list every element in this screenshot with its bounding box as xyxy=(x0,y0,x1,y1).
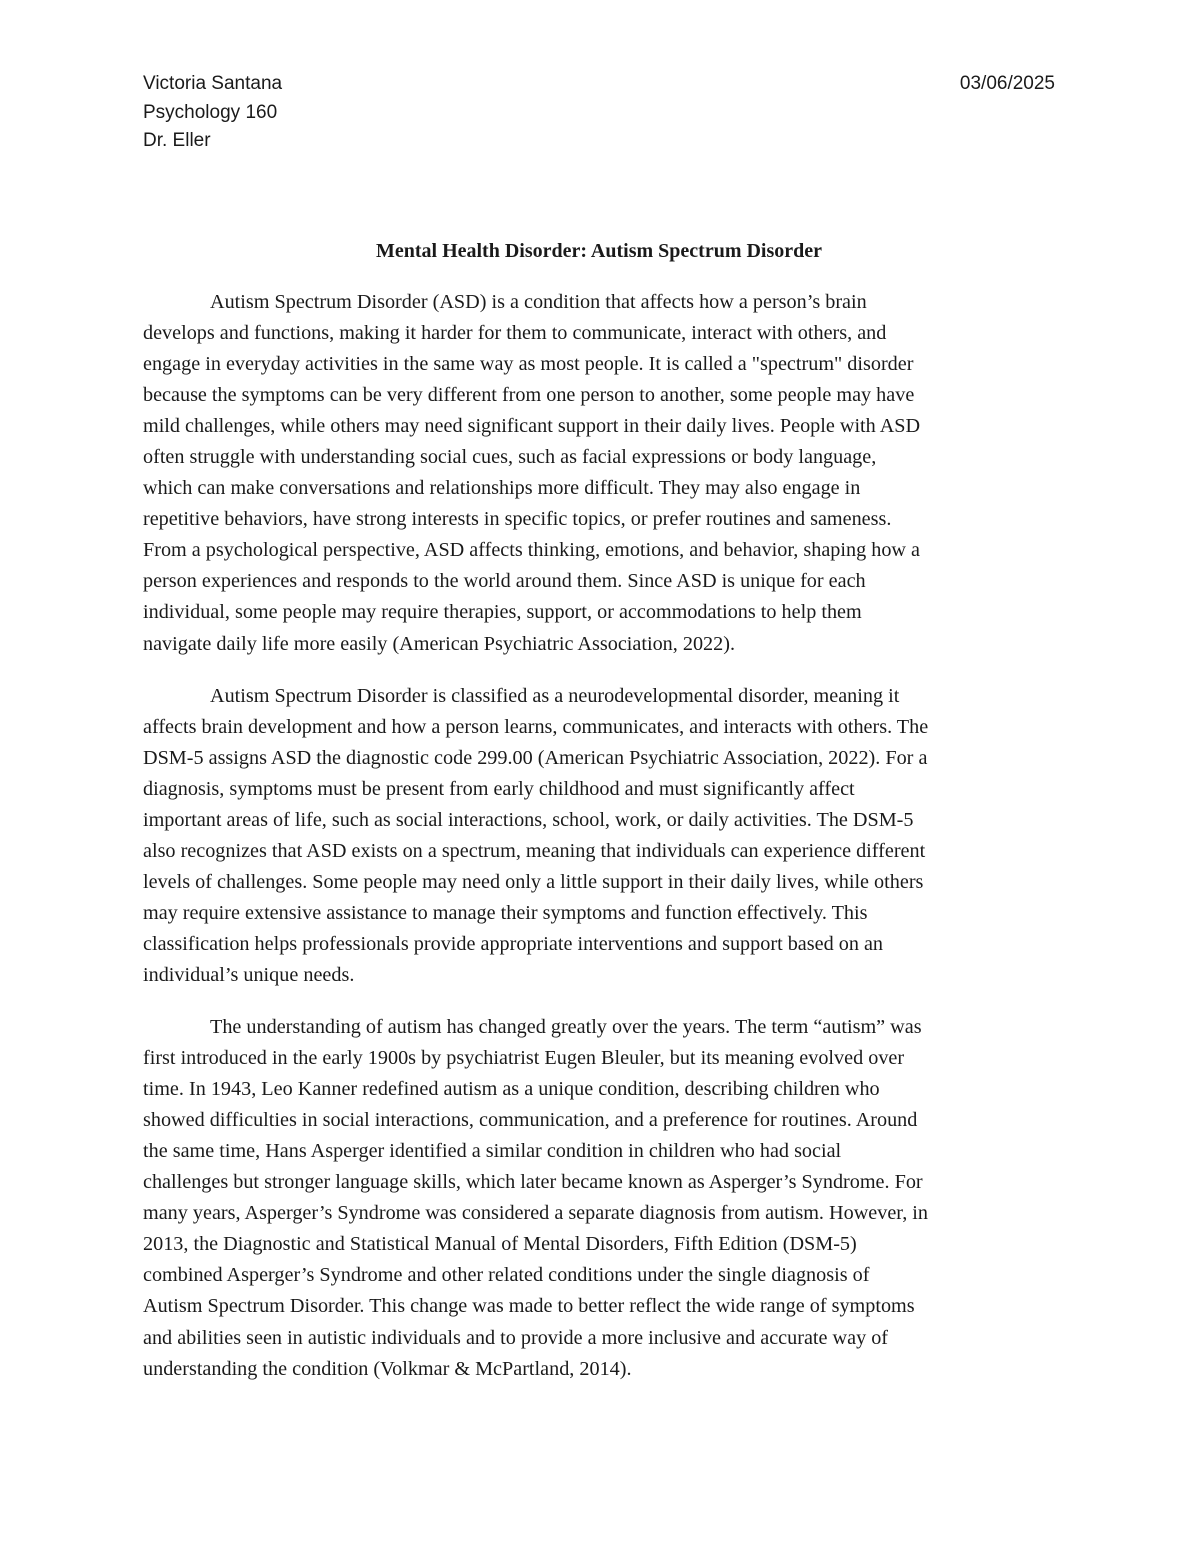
paragraph-2 xyxy=(143,681,1063,991)
paragraph-line: combined Asperger’s Syndrome and other related conditions under the single diagnosis of xyxy=(143,1264,870,1287)
paragraph-line: which can make conversations and relationships more difficult. They may also engage in xyxy=(143,477,861,500)
paragraph-line: levels of challenges. Some people may need only a little support in their daily lives, while others xyxy=(143,870,924,893)
paragraph-line: may require extensive assistance to manage their symptoms and function effectively. This xyxy=(143,901,868,924)
author-name: Victoria Santana xyxy=(143,73,283,94)
paragraph-line: showed difficulties in social interactions, communication, and a preference for routines. Around xyxy=(143,1109,918,1132)
paragraph-line: person experiences and responds to the world around them. Since ASD is unique for each xyxy=(143,570,866,593)
paragraph-line: engage in everyday activities in the same way as most people. It is called a "spectrum" disorder xyxy=(143,353,914,376)
document-header xyxy=(143,70,1055,156)
instructor-name: Dr. Eller xyxy=(143,130,211,151)
paragraph-line: important areas of life, such as social interactions, school, work, or daily activities. The DSM-5 xyxy=(143,808,914,831)
paragraph-line: classification helps professionals provide appropriate interventions and support based on an xyxy=(143,932,884,955)
paragraph-line: repetitive behaviors, have strong interests in specific topics, or prefer routines and sameness. xyxy=(143,508,892,531)
course-name: Psychology 160 xyxy=(143,101,278,123)
paragraph-line: Autism Spectrum Disorder (ASD) is a condition that affects how a person’s brain xyxy=(210,291,867,313)
document-title: Mental Health Disorder: Autism Spectrum Disorder xyxy=(375,240,823,262)
paragraph-line: The understanding of autism has changed greatly over the years. The term “autism” was xyxy=(210,1016,922,1039)
paragraph-line: Autism Spectrum Disorder. This change was made to better reflect the wide range of symptoms xyxy=(143,1295,915,1318)
paragraph-line: challenges but stronger language skills, which later became known as Asperger’s Syndrome. For xyxy=(143,1171,923,1194)
paragraph-1 xyxy=(143,287,1063,660)
header-row-1 xyxy=(143,70,1055,99)
paragraph-3 xyxy=(143,1012,1063,1385)
document-date: 03/06/2025 xyxy=(959,73,1055,94)
document-body xyxy=(143,287,1063,1406)
paragraph-line: Autism Spectrum Disorder is classified as a neurodevelopmental disorder, meaning it xyxy=(210,684,900,707)
paragraph-line: 2013, the Diagnostic and Statistical Manual of Mental Disorders, Fifth Edition (DSM-5) xyxy=(143,1233,857,1256)
paragraph-line: DSM-5 assigns ASD the diagnostic code 299.00 (American Psychiatric Association, 2022). For a xyxy=(143,746,928,769)
paragraph-line: also recognizes that ASD exists on a spectrum, meaning that individuals can experience different xyxy=(143,839,926,862)
paragraph-line: first introduced in the early 1900s by psychiatrist Eugen Bleuler, but its meaning evolved over xyxy=(143,1047,905,1070)
paragraph-line: individual’s unique needs. xyxy=(143,963,355,986)
paragraph-line: because the symptoms can be very different from one person to another, some people may have xyxy=(143,384,915,407)
paragraph-line: understanding the condition (Volkmar & McPartland, 2014). xyxy=(143,1357,632,1380)
paragraph-line: mild challenges, while others may need significant support in their daily lives. People with ASD xyxy=(143,415,921,438)
paragraph-line: navigate daily life more easily (American Psychiatric Association, 2022). xyxy=(143,632,735,655)
paragraph-line: develops and functions, making it harder for them to communicate, interact with others, and xyxy=(143,322,887,345)
paragraph-line: individual, some people may require therapies, support, or accommodations to help them xyxy=(143,601,862,624)
paragraph-line: time. In 1943, Leo Kanner redefined autism as a unique condition, describing children who xyxy=(143,1078,880,1101)
paragraph-line: affects brain development and how a person learns, communicates, and interacts with others. The xyxy=(143,715,929,738)
paragraph-line: diagnosis, symptoms must be present from early childhood and must significantly affect xyxy=(143,777,855,800)
paragraph-line: From a psychological perspective, ASD affects thinking, emotions, and behavior, shaping how a xyxy=(143,539,921,562)
paragraph-line: many years, Asperger’s Syndrome was considered a separate diagnosis from autism. However, in xyxy=(143,1202,928,1225)
paragraph-line: the same time, Hans Asperger identified a similar condition in children who had social xyxy=(143,1140,842,1163)
paragraph-line: often struggle with understanding social cues, such as facial expressions or body language, xyxy=(143,446,877,469)
paragraph-line: and abilities seen in autistic individuals and to provide a more inclusive and accurate way of xyxy=(143,1326,889,1349)
